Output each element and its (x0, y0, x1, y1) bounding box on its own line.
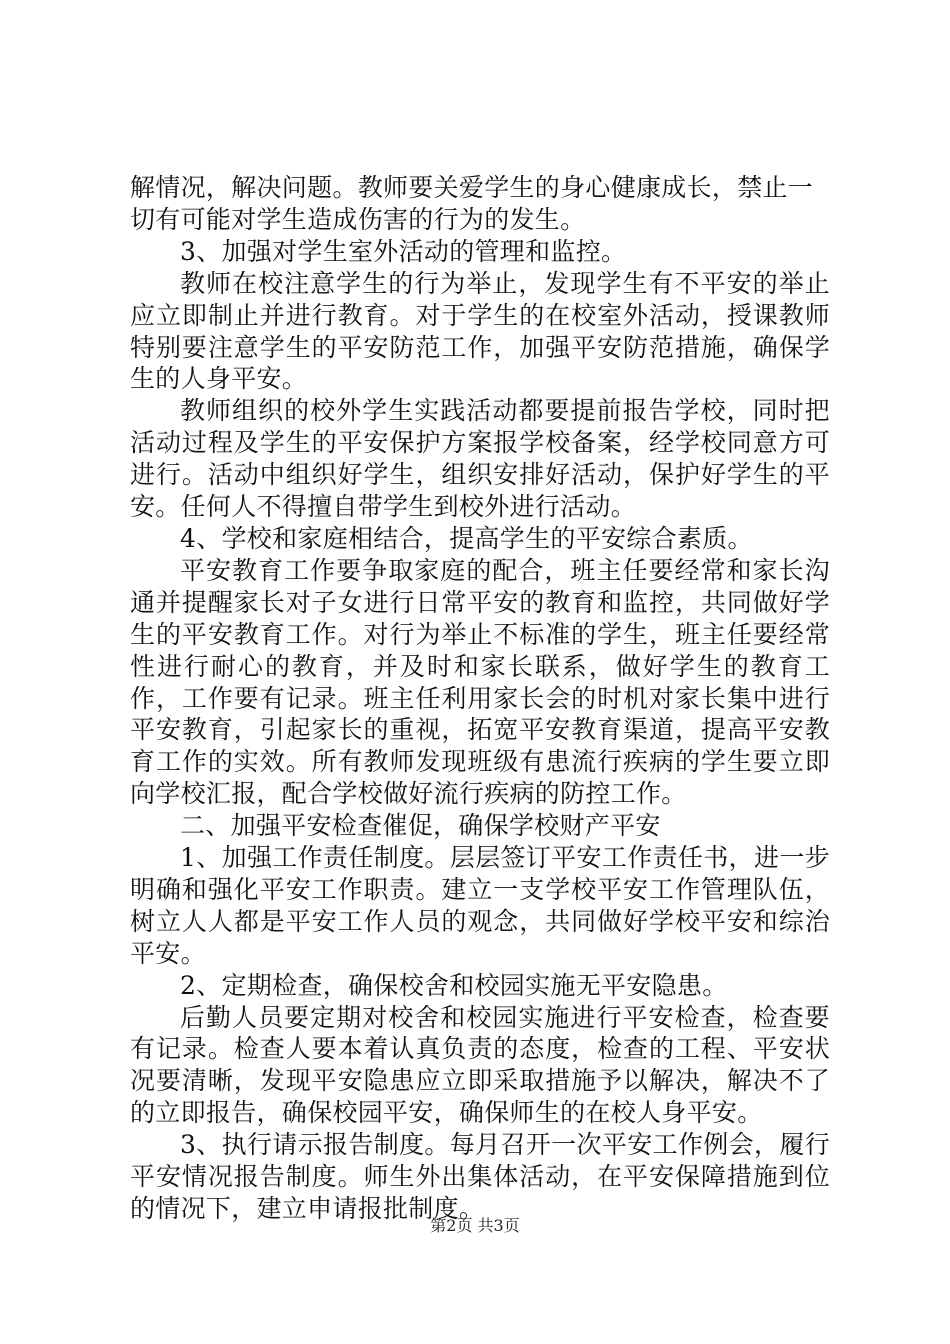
paragraph: 教师在校注意学生的行为举止，发现学生有不平安的举止应立即制止并进行教育。对于学生的在校室外活动，授课教师特别要注意学生的平安防范工作，加强平安防范措施，确保学生的人身平安。 (130, 268, 830, 394)
paragraph-continuation: 解情况，解决问题。教师要关爱学生的身心健康成长，禁止一切有可能对学生造成伤害的行为的发生。 (130, 173, 814, 234)
page-footer (0, 1216, 950, 1236)
document-body (130, 172, 830, 1225)
paragraph: 教师组织的校外学生实践活动都要提前报告学校，同时把活动过程及学生的平安保护方案报学校备案，经学校同意方可进行。活动中组织好学生，组织安排好活动，保护好学生的平安。任何人不得擅自带学生到校外进行活动。 (130, 396, 830, 522)
paragraph: 平安教育工作要争取家庭的配合，班主任要经常和家长沟通并提醒家长对子女进行日常平安的教育和监控，共同做好学生的平安教育工作。对行为举止不标准的学生，班主任要经常性进行耐心的教育，并及时和家长联系，做好学生的教育工作，工作要有记录。班主任利用家长会的时机对家长集中进行平安教育，引起家长的重视，拓宽平安教育渠道，提高平安教育工作的实效。所有教师发现班级有患流行疾病的学生要立即向学校汇报，配合学校做好流行疾病的防控工作。 (130, 555, 830, 809)
page-number: 第2页 共3页 (430, 1216, 520, 1235)
paragraph: 3、执行请示报告制度。每月召开一次平安工作例会，履行平安情况报告制度。师生外出集体活动，在平安保障措施到位的情况下，建立申请报批制度。 (130, 1130, 830, 1223)
paragraph-heading-3: 3、加强对学生室外活动的管理和监控。 (180, 236, 627, 266)
paragraph: 后勤人员要定期对校舍和校园实施进行平安检查，检查要有记录。检查人要本着认真负责的态度，检查的工程、平安状况要清晰，发现平安隐患应立即采取措施予以解决，解决不了的立即报告，确保校园平安，确保师生的在校人身平安。 (130, 1002, 830, 1128)
paragraph: 1、加强工作责任制度。层层签订平安工作责任书，进一步明确和强化平安工作职责。建立一支学校平安工作管理队伍，树立人人都是平安工作人员的观念，共同做好学校平安和综治平安。 (130, 843, 830, 968)
paragraph-heading-4: 4、学校和家庭相结合，提高学生的平安综合素质。 (180, 523, 753, 553)
paragraph-heading-2: 2、定期检查，确保校舍和校园实施无平安隐患。 (180, 970, 728, 1000)
section-heading-2: 二、加强平安检查催促，确保学校财产平安 (180, 811, 661, 841)
